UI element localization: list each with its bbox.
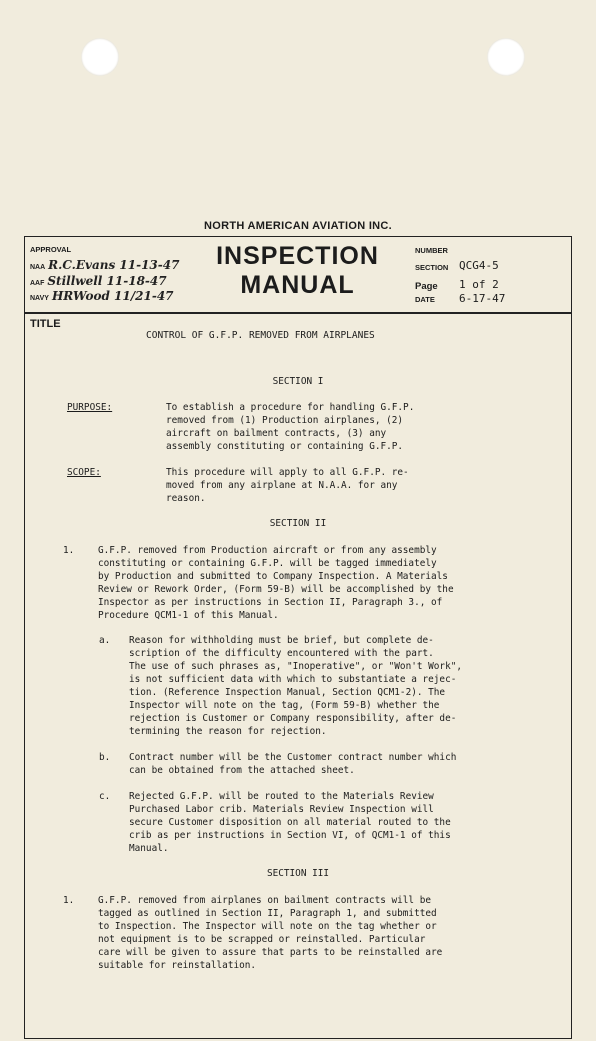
text-line: to Inspection. The Inspector will note on the tag whether or (98, 921, 437, 932)
purpose-text (166, 401, 414, 453)
approval-org: AAF (30, 280, 45, 287)
text-line: reason. (166, 493, 206, 504)
item-number: 1. (63, 545, 75, 556)
text-line: tagged as outlined in Section II, Paragraph 1, and submitted (98, 908, 437, 919)
section-value: QCG4-5 (459, 259, 499, 272)
text-line: suitable for reinstallation. (98, 960, 257, 971)
title-label: TITLE (30, 318, 61, 330)
text-line: Reason for withholding must be brief, but complete de- (129, 635, 434, 646)
text-line: Inspector will note on the tag, (Form 59-B) whether the (129, 700, 440, 711)
date-label: DATE (415, 295, 435, 304)
page-label: Page (415, 281, 438, 292)
section-2-subitem-c (129, 790, 451, 855)
text-line: aircraft on bailment contracts, (3) any (166, 428, 387, 439)
text-line: G.F.P. removed from Production aircraft or from any assembly (98, 545, 437, 556)
section-label: SECTION (415, 263, 449, 272)
text-line: G.F.P. removed from airplanes on bailment contracts will be (98, 895, 432, 906)
scope-text (166, 466, 409, 505)
page-value: 1 of 2 (459, 278, 499, 291)
approval-org: NAVY (30, 295, 49, 302)
punch-hole-right (487, 38, 525, 76)
text-line: This procedure will apply to all G.F.P. re- (166, 467, 409, 478)
text-line: not equipment is to be scrapped or reinstalled. Particular (98, 934, 426, 945)
manual-title-line2: MANUAL (240, 271, 355, 299)
text-line: Purchased Labor crib. Materials Review Inspection will (129, 804, 434, 815)
approval-signature: Stillwell 11-18-47 (47, 274, 167, 288)
text-line: tion. (Reference Inspection Manual, Section QCM1-2). The (129, 687, 446, 698)
manual-title-line1: INSPECTION (216, 242, 379, 270)
purpose-label: PURPOSE: (67, 402, 113, 413)
section-2-subitem-a (129, 634, 462, 738)
document-title: CONTROL OF G.F.P. REMOVED FROM AIRPLANES (146, 330, 375, 341)
text-line: care will be given to assure that parts to be reinstalled are (98, 947, 443, 958)
section-2-subitem-b (129, 751, 456, 777)
text-line: Review or Rework Order, (Form 59-B) will be accomplished by the (98, 584, 454, 595)
text-line: The use of such phrases as, "Inoperative", or "Won't Work", (129, 661, 463, 672)
text-line: is not sufficient data with which to substantiate a rejec- (129, 674, 457, 685)
section-1-heading: SECTION I (272, 376, 324, 387)
text-line: To establish a procedure for handling G.F.P. (166, 402, 415, 413)
text-line: assembly constituting or containing G.F.P. (166, 441, 404, 452)
date-value: 6-17-47 (459, 292, 506, 305)
approval-naa (30, 258, 179, 272)
subitem-label: a. (99, 635, 111, 646)
item-number: 1. (63, 895, 75, 906)
text-line: constituting or containing G.F.P. will be tagged immediately (98, 558, 437, 569)
text-line: moved from any airplane at N.A.A. for any (166, 480, 398, 491)
header-divider (24, 312, 572, 314)
approval-signature: HRWood 11/21-47 (51, 289, 174, 303)
section-2-heading: SECTION II (269, 518, 327, 529)
company-name: NORTH AMERICAN AVIATION INC. (203, 220, 393, 232)
section-3-item-1 (98, 894, 442, 972)
number-label: NUMBER (415, 246, 448, 255)
text-line: rejection is Customer or Company responsibility, after de- (129, 713, 457, 724)
text-line: crib as per instructions in Section VI, of QCM1-1 of this (129, 830, 451, 841)
approval-navy (30, 289, 174, 303)
text-line: Manual. (129, 843, 169, 854)
subitem-label: c. (99, 791, 111, 802)
text-line: can be obtained from the attached sheet. (129, 765, 355, 776)
approval-aaf (30, 274, 167, 288)
text-line: Inspector as per instructions in Section II, Paragraph 3., of (98, 597, 443, 608)
text-line: scription of the difficulty encountered with the part. (129, 648, 434, 659)
text-line: removed from (1) Production airplanes, (2) (166, 415, 404, 426)
text-line: by Production and submitted to Company Inspection. A Materials (98, 571, 448, 582)
section-3-heading: SECTION III (266, 868, 330, 879)
approval-label: APPROVAL (30, 245, 72, 254)
approval-org: NAA (30, 264, 46, 271)
text-line: secure Customer disposition on all material routed to the (129, 817, 451, 828)
text-line: Contract number will be the Customer contract number which (129, 752, 457, 763)
text-line: termining the reason for rejection. (129, 726, 327, 737)
approval-signature: R.C.Evans 11-13-47 (48, 258, 180, 272)
text-line: Rejected G.F.P. will be routed to the Materials Review (129, 791, 434, 802)
punch-hole-left (81, 38, 119, 76)
text-line: Procedure QCM1-1 of this Manual. (98, 610, 279, 621)
subitem-label: b. (99, 752, 111, 763)
scope-label: SCOPE: (67, 467, 101, 478)
section-2-item-1 (98, 544, 454, 622)
